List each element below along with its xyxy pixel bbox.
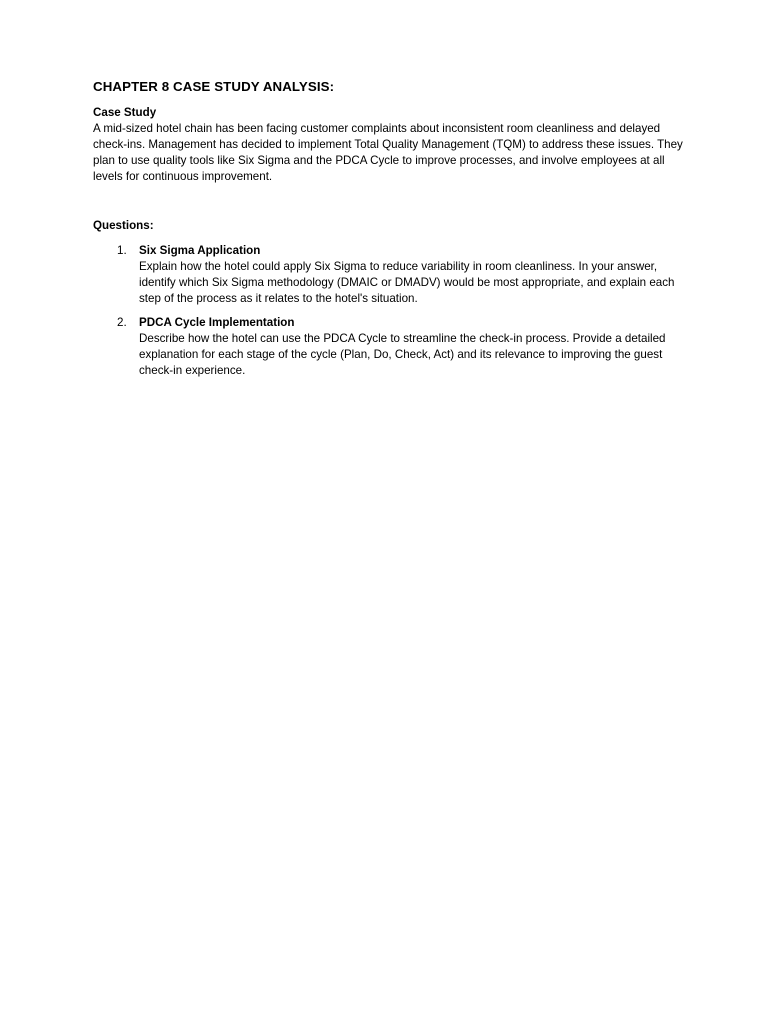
questions-section [93, 218, 683, 379]
document-page [93, 78, 683, 387]
questions-heading: Questions: [93, 219, 154, 232]
questions-list [93, 243, 683, 379]
question-title: PDCA Cycle Implementation [139, 316, 295, 329]
question-item [93, 315, 683, 379]
question-item [93, 243, 683, 307]
question-number: 2. [117, 316, 127, 329]
document-title: CHAPTER 8 CASE STUDY ANALYSIS: [93, 79, 335, 94]
case-study-section [93, 105, 683, 185]
question-number: 1. [117, 244, 127, 257]
question-title: Six Sigma Application [139, 244, 261, 257]
question-text: Explain how the hotel could apply Six Sigma to reduce variability in room cleanliness. In your answer, identify which Six Sigma methodology (DMAIC or DMADV) would be most appropriate, and explain each step of the process as it relates to the hotel's situation. [139, 260, 675, 305]
question-text: Describe how the hotel can use the PDCA Cycle to streamline the check-in process. Provide a detailed explanation for each stage of the cycle (Plan, Do, Check, Act) and its relevance to improving the guest check-in experience. [139, 332, 666, 377]
case-study-text: A mid-sized hotel chain has been facing customer complaints about inconsistent room cleanliness and delayed check-ins. Management has decided to implement Total Quality Management (TQM) to address these issues. They plan to use quality tools like Six Sigma and the PDCA Cycle to improve processes, and involve employees at all levels for continuous improvement. [93, 122, 683, 183]
case-study-heading: Case Study [93, 106, 157, 119]
